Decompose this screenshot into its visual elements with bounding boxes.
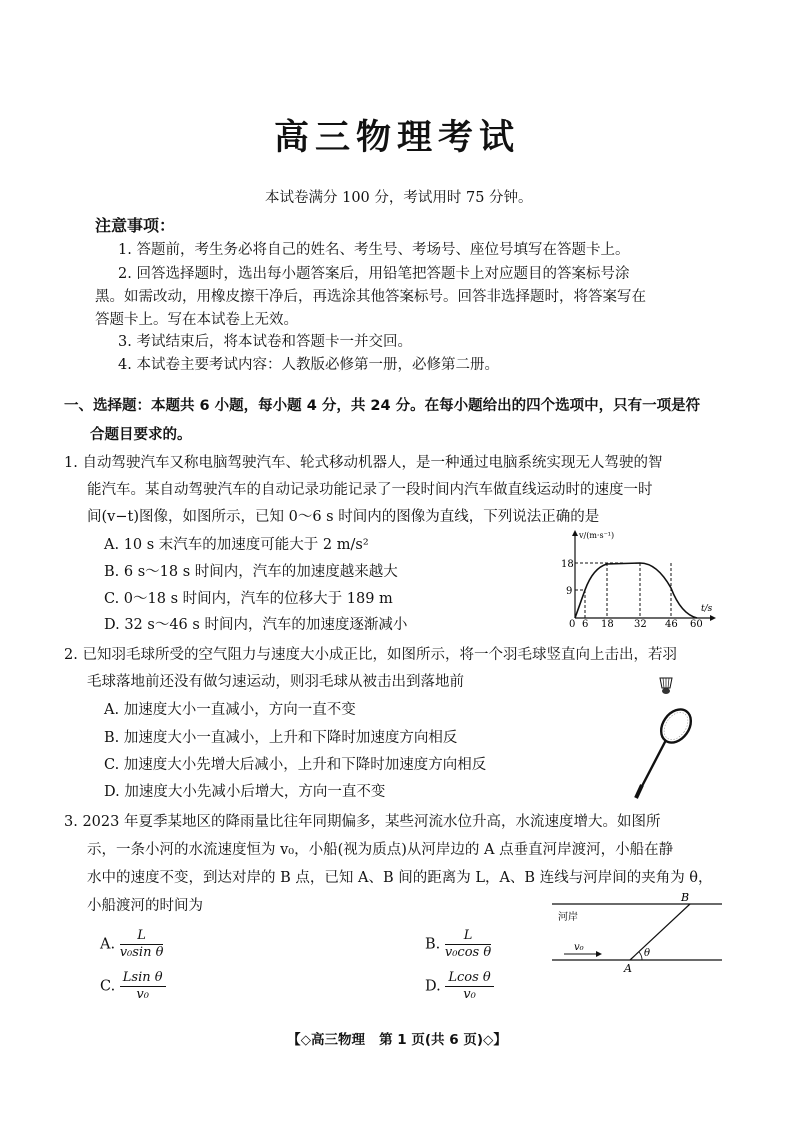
q1-option-a: A. 10 s 末汽车的加速度可能大于 2 m/s² [104,537,369,553]
q2-option-a: A. 加速度大小一直减小，方向一直不变 [104,702,356,718]
v0-label: v₀ [574,942,584,953]
q2-option-c: C. 加速度大小先增大后减小，上升和下降时加速度方向相反 [104,757,487,773]
frac-numerator: L [120,928,164,945]
frac-numerator: Lsin θ [120,970,166,987]
page-footer: 【◇高三物理 第 1 页(共 6 页)◇】 [287,1032,507,1048]
q1-option-c: C. 0～18 s 时间内，汽车的位移大于 189 m [104,591,393,607]
q1-stem: 能汽车。某自动驾驶汽车的自动记录功能记录了一段时间内汽车做直线运动时的速度一时 [87,482,653,498]
graph-xtick: 0 [569,619,576,628]
q3-stem: 3. 2023 年夏季某地区的降雨量比往年同期偏多，某些河流水位升高，水流速度增大。如图所 [64,814,661,830]
notice-item: 2. 回答选择题时，选出每小题答案后，用铅笔把答题卡上对应题目的答案标号涂 [118,266,630,282]
frac-denominator: v₀ [463,987,476,1002]
badminton-illustration [630,672,705,802]
option-label: B. [425,936,441,953]
frac-numerator: L [445,928,491,945]
shuttlecock-icon [660,678,672,694]
notice-item: 3. 考试结束后，将本试卷和答题卡一并交回。 [118,334,412,350]
frac-denominator: v₀sin θ [119,945,164,960]
q1-option-d: D. 32 s～46 s 时间内，汽车的加速度逐渐减小 [104,617,408,633]
theta-label: θ [644,948,651,959]
frac-denominator: v₀cos θ [444,945,492,960]
exam-intro: 本试卷满分 100 分，考试用时 75 分钟。 [265,190,533,206]
q1-stem: 1. 自动驾驶汽车又称电脑驾驶汽车、轮式移动机器人，是一种通过电脑系统实现无人驾驶的智 [64,455,663,471]
option-label: D. [425,978,441,995]
point-a-label: A [624,962,632,975]
q1-stem: 间(v−t)图像，如图所示，已知 0～6 s 时间内的图像为直线，下列说法正确的是 [87,509,600,525]
q2-stem: 毛球落地前还没有做匀速运动，则羽毛球从被击出到落地前 [87,674,464,690]
graph-xtick: 32 [634,619,647,628]
notice-heading: 注意事项： [95,216,176,235]
racket-icon [636,704,697,798]
notice-item: 1. 答题前，考生务必将自己的姓名、考生号、考场号、座位号填写在答题卡上。 [118,242,630,258]
option-label: C. [100,978,116,995]
point-b-label: B [681,891,690,904]
q1-option-b: B. 6 s～18 s 时间内，汽车的加速度越来越大 [104,564,398,580]
graph-ylabel: v/(m·s⁻¹) [579,531,615,540]
graph-xtick: 6 [582,619,589,628]
graph-xlabel: t/s [701,604,713,614]
bank-label: 河岸 [558,912,578,923]
section-heading-cont: 合题目要求的。 [90,427,192,443]
river-diagram [550,890,725,975]
frac-numerator: Lcos θ [445,970,493,987]
q3-option-a [100,928,163,961]
graph-xtick: 18 [601,619,614,628]
frac-denominator: v₀ [136,987,149,1002]
q2-option-d: D. 加速度大小先减小后增大，方向一直不变 [104,784,386,800]
graph-ytick: 18 [561,559,574,570]
graph-xtick: 60 [690,619,703,628]
page-title: 高三物理考试 [273,118,520,158]
q2-option-b: B. 加速度大小一直减小，上升和下降时加速度方向相反 [104,730,458,746]
notice-item: 答题卡上。写在本试卷上无效。 [95,312,298,328]
graph-xtick: 46 [665,619,678,628]
q3-option-d [425,970,494,1003]
q3-option-b [425,928,491,961]
notice-item: 4. 本试卷主要考试内容：人教版必修第一册，必修第二册。 [118,357,499,373]
section-heading: 一、选择题：本题共 6 小题，每小题 4 分，共 24 分。在每小题给出的四个选项中，只有一项是符 [64,398,701,414]
q2-stem: 2. 已知羽毛球所受的空气阻力与速度大小成正比，如图所示，将一个羽毛球竖直向上击出，若羽 [64,647,677,663]
q3-stem: 水中的速度不变，到达对岸的 B 点，已知 A、B 间的距离为 L，A、B 连线与河岸间的夹角为 θ， [87,870,713,886]
graph-ytick: 9 [566,586,573,597]
option-label: A. [100,936,116,953]
notice-item: 黑。如需改动，用橡皮擦干净后，再选涂其他答案标号。回答非选择题时，将答案写在 [95,289,646,305]
vt-graph [545,528,720,628]
q3-option-c [100,970,166,1003]
q3-stem: 小船渡河的时间为 [87,898,203,914]
q3-stem: 示，一条小河的水流速度恒为 v₀，小船(视为质点)从河岸边的 A 点垂直河岸渡河，小船在静 [87,842,674,858]
